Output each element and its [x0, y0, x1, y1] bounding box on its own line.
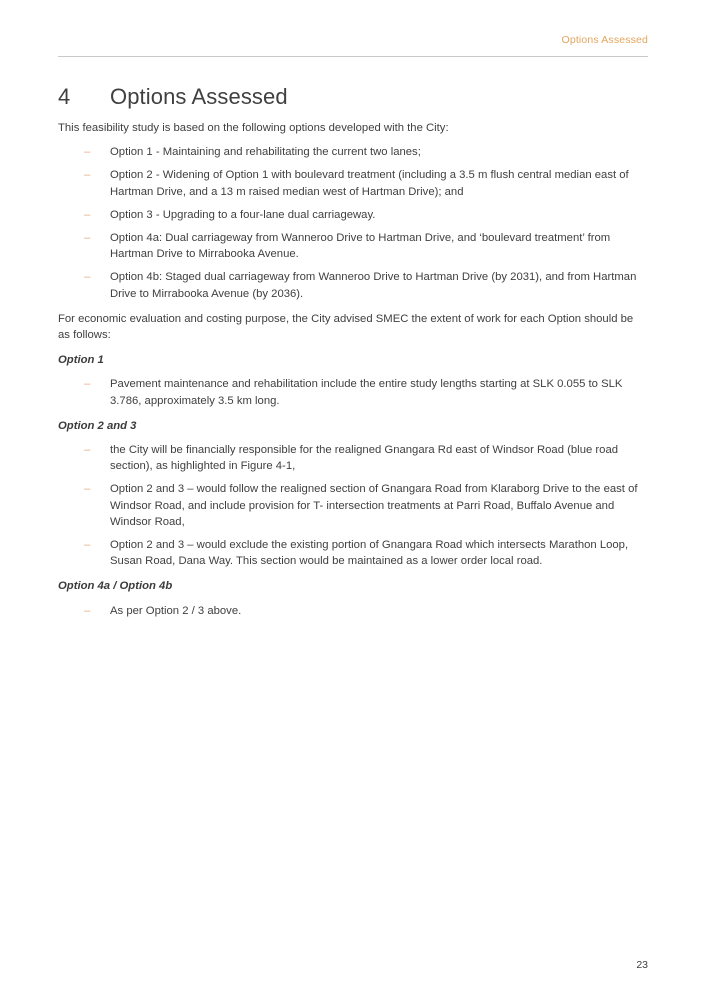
list-item-text: Option 2 - Widening of Option 1 with boulevard treatment (including a 3.5 m flush central median east of Hartman Drive, and a 13 m raised median west of Hartman Drive); and: [110, 169, 629, 198]
section-heading: Option 2 and 3: [58, 419, 137, 432]
list-item: [58, 481, 648, 530]
page-title: [58, 84, 648, 110]
list-item-text: As per Option 2 / 3 above.: [110, 604, 242, 617]
bullet-dash-icon: –: [84, 232, 91, 245]
options-bullet-list: [58, 144, 648, 302]
intro-paragraph: This feasibility study is based on the following options developed with the City:: [58, 122, 449, 134]
page-footer: [58, 955, 648, 973]
page-title-number: 4: [58, 84, 71, 109]
economic-evaluation-paragraph: For economic evaluation and costing purpose, the City advised SMEC the extent of work for each Option should be as follows:: [58, 312, 634, 342]
list-item-text: Option 2 and 3 – would follow the realigned section of Gnangara Road from Klaraborg Drive to the east of Windsor Road, and include provision for T- intersection treatments at Parri Road, Buffalo Avenue and Windsor Road,: [110, 483, 638, 528]
list-item-text: Option 4a: Dual carriageway from Wanneroo Drive to Hartman Drive, and ‘boulevard treatment’ from Hartman Drive to Mirrabooka Avenue.: [110, 232, 611, 261]
list-item-text: the City will be financially responsible for the realigned Gnangara Rd east of Windsor Road (blue road section), as highlighted in Figure 4-1,: [110, 444, 619, 473]
header-rule-divider: [58, 56, 648, 57]
list-item-text: Option 1 - Maintaining and rehabilitating the current two lanes;: [110, 146, 421, 159]
section-heading: Option 1: [58, 354, 104, 367]
bullet-dash-icon: –: [84, 271, 91, 284]
list-item: [58, 376, 648, 408]
list-item: [58, 442, 648, 474]
bullet-dash-icon: –: [84, 169, 91, 182]
list-item: [58, 230, 648, 262]
section-bullet-list: [58, 376, 648, 408]
section-bullet-list: [58, 442, 648, 569]
bullet-dash-icon: –: [84, 146, 91, 159]
section-heading: Option 4a / Option 4b: [58, 580, 173, 593]
page-number: 23: [636, 959, 648, 971]
option-sections: [58, 343, 648, 619]
bullet-dash-icon: –: [84, 483, 91, 496]
list-item: [58, 603, 648, 619]
list-item: [58, 167, 648, 199]
list-item-text: Option 2 and 3 – would exclude the existing portion of Gnangara Road which intersects Marathon Loop, Susan Road, Dana Way. This section would be maintained as a lower order local road.: [110, 539, 629, 568]
bullet-dash-icon: –: [84, 444, 91, 457]
document-content: [58, 120, 648, 619]
bullet-dash-icon: –: [84, 208, 91, 221]
list-item-text: Option 4b: Staged dual carriageway from Wanneroo Drive to Hartman Drive (by 2031), and from Hartman Drive to Mirrabooka Avenue (by 2036).: [110, 271, 637, 300]
list-item: [58, 537, 648, 569]
running-header-title: Options Assessed: [561, 34, 648, 46]
list-item-text: Pavement maintenance and rehabilitation include the entire study lengths starting at SLK 0.055 to SLK 3.786, approximately 3.5 km long.: [110, 378, 623, 407]
list-item-text: Option 3 - Upgrading to a four-lane dual carriageway.: [110, 208, 376, 221]
list-item: [58, 207, 648, 223]
list-item: [58, 269, 648, 301]
list-item: [58, 144, 648, 160]
section-bullet-list: [58, 603, 648, 619]
bullet-dash-icon: –: [84, 539, 91, 552]
bullet-dash-icon: –: [84, 604, 91, 617]
bullet-dash-icon: –: [84, 378, 91, 391]
running-header: [58, 30, 648, 48]
page-title-text: Options Assessed: [110, 84, 288, 109]
